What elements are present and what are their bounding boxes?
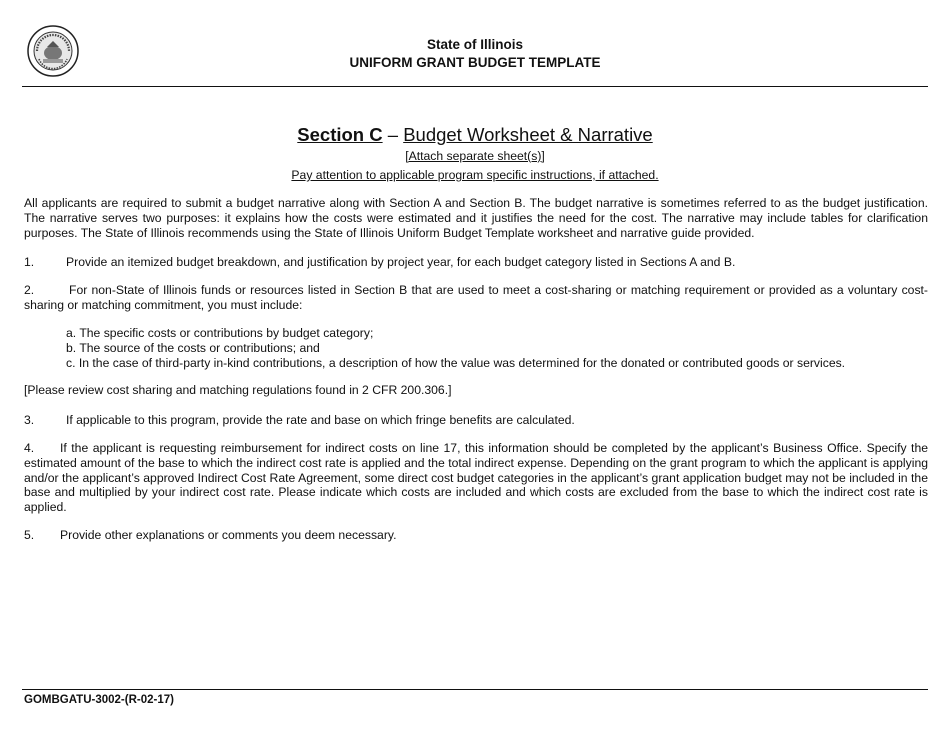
form-title: UNIFORM GRANT BUDGET TEMPLATE	[349, 55, 601, 70]
header-divider	[22, 86, 928, 87]
list-item-2	[24, 283, 928, 313]
item-number: 5.	[24, 528, 35, 542]
item-text: Provide an itemized budget breakdown, and justification by project year, for each budget category listed in Sections A and B.	[66, 255, 736, 269]
subitem-c: c. In the case of third-party in-kind contributions, a description of how the value was determined for the donated or contributed goods or services.	[66, 356, 846, 370]
section-dash: –	[382, 124, 404, 145]
form-number: GOMBGATU-3002-(R-02-17)	[24, 694, 174, 706]
item-number: 1.	[24, 255, 35, 269]
section-label: Section C	[297, 124, 383, 145]
list-item-4	[24, 441, 928, 515]
footer-divider	[22, 689, 928, 690]
list-item-1	[24, 255, 928, 270]
subitem-a: a. The specific costs or contributions by budget category;	[66, 326, 374, 340]
section-heading: Budget Worksheet & Narrative	[403, 124, 653, 145]
item-text: If the applicant is requesting reimbursement for indirect costs on line 17, this information should be completed by the applicant’s Business Office. Specify the estimated amount of the base to which the indirect cost rate is applied and the total indirect expense. Depending on the grant program to which the applicant is applying and/or the applicant’s approved Indirect Cost Rate Agreement, some direct cost budget categories in the applicant’s grant application budget may not be included in the base and multiplied by your indirect cost rate. Please indicate which costs are included and which costs are excluded from the base to which the indirect cost rate is applied.	[24, 441, 928, 515]
subitem-b: b. The source of the costs or contributions; and	[66, 341, 320, 355]
list-item-3	[24, 413, 928, 428]
state-name: State of Illinois	[426, 37, 523, 52]
item-text: If applicable to this program, provide the rate and base on which fringe benefits are calculated.	[66, 413, 575, 427]
item-text: For non-State of Illinois funds or resources listed in Section B that are used to meet a cost-sharing or matching requirement or provided as a voluntary cost-sharing or matching commitment, you must include:	[24, 283, 928, 312]
item-number: 4.	[24, 441, 35, 455]
attention-note: Pay attention to applicable program specific instructions, if attached.	[291, 168, 659, 182]
regulation-note: [Please review cost sharing and matching regulations found in 2 CFR 200.306.]	[24, 383, 452, 397]
attach-note: [Attach separate sheet(s)]	[405, 149, 545, 163]
item-number: 3.	[24, 413, 35, 427]
list-item-5	[24, 528, 928, 543]
item-number: 2.	[24, 283, 35, 297]
intro-paragraph: All applicants are required to submit a budget narrative along with Section A and Section B. The budget narrative is sometimes referred to as the budget justification. The narrative serves two purposes: it explains how the costs were estimated and it justifies the need for the cost. The narrative may include tables for clarification purposes. The State of Illinois recommends using the State of Illinois Uniform Budget Template worksheet and narrative guide provided.	[24, 196, 928, 240]
section-title	[0, 124, 950, 146]
item-text: Provide other explanations or comments you deem necessary.	[60, 528, 397, 542]
